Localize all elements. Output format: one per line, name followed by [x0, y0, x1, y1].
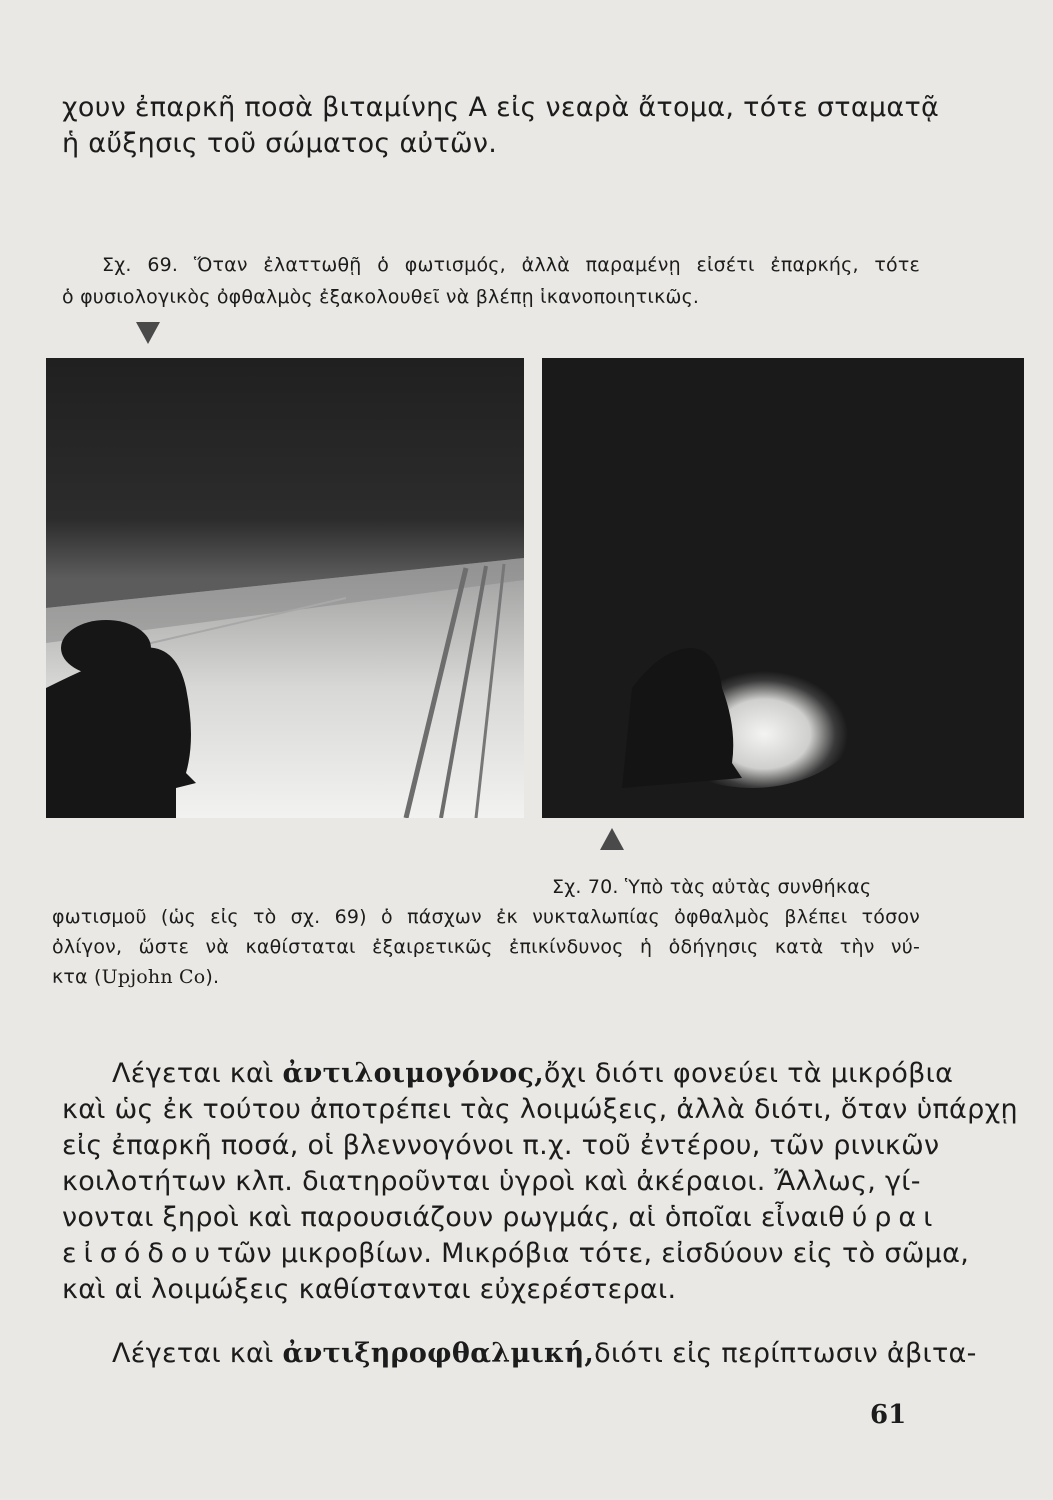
- para1-bold-term: ἀντιλοιμογόνος,: [282, 1058, 544, 1089]
- fig69-photo: [46, 358, 524, 818]
- night-road-normal-vision-image: [46, 358, 524, 818]
- fig70-caption-line-4: [52, 966, 219, 988]
- fig70-caption-part-a: κτα (: [52, 966, 102, 988]
- para1-l5-start: νονται ξηροὶ καὶ παρουσιάζουν ρωγμάς, αἱ ὁποῖαι εἶναι: [62, 1202, 829, 1233]
- fig70-caption-line-3: ὀλίγον, ὥστε νὰ καθίσταται ἐξαιρετικῶς ἐπικίνδυνος ἡ ὁδήγησις κατὰ τὴν νύ-: [52, 936, 920, 958]
- para1-line-2: καὶ ὡς ἐκ τούτου ἀποτρέπει τὰς λοιμώξεις, ἀλλὰ διότι, ὅταν ὑπάρχῃ: [62, 1094, 1018, 1125]
- para1-l1-start: Λέγεται καὶ: [112, 1058, 283, 1089]
- fig70-photo: [542, 358, 1024, 818]
- para1-line-5: [62, 1202, 940, 1233]
- para1-line-6: [62, 1238, 970, 1269]
- night-road-night-blindness-image: [542, 358, 1024, 818]
- up-triangle-icon: [600, 828, 624, 850]
- para2-line-1: [112, 1338, 977, 1369]
- para1-line-4: κοιλοτήτων κλπ. διατηροῦνται ὑγροὶ καὶ ἀκέραιοι. Ἄλλως, γί-: [62, 1166, 921, 1197]
- para1-l5-spaced: θύραι: [828, 1202, 940, 1233]
- fig70-caption-line-1: Σχ. 70. Ὑπὸ τὰς αὐτὰς συνθήκας: [552, 876, 872, 898]
- top-paragraph-line-2: ἡ αὔξησις τοῦ σώματος αὐτῶν.: [62, 128, 498, 159]
- para2-bold-term: ἀντιξηροφθαλμική,: [282, 1338, 595, 1369]
- down-triangle-icon: [136, 322, 160, 344]
- para2-start: Λέγεται καὶ: [112, 1338, 283, 1369]
- fig69-caption-line-2: ὁ φυσιολογικὸς ὀφθαλμὸς ἐξακολουθεῖ νὰ βλέπῃ ἱκανοποιητικῶς.: [62, 286, 700, 308]
- fig69-caption-line-1: Σχ. 69. Ὅταν ἐλαττωθῇ ὁ φωτισμός, ἀλλὰ παραμένῃ εἰσέτι ἐπαρκής, τότε: [102, 254, 920, 276]
- para1-l1-end: ὄχι διότι φονεύει τὰ μικρόβια: [543, 1058, 954, 1089]
- para1-l6-end: τῶν μικροβίων. Μικρόβια τότε, εἰσδύουν εἰς τὸ σῶμα,: [217, 1238, 970, 1269]
- para1-line-3: εἰς ἐπαρκῆ ποσά, οἱ βλεννογόνοι π.χ. τοῦ ἐντέρου, τῶν ρινικῶν: [62, 1130, 940, 1161]
- para1-line-7: καὶ αἱ λοιμώξεις καθίστανται εὐχερέστεραι.: [62, 1274, 677, 1305]
- fig70-caption-line-2: φωτισμοῦ (ὡς εἰς τὸ σχ. 69) ὁ πάσχων ἐκ νυκταλωπίας ὀφθαλμὸς βλέπει τόσον: [52, 906, 920, 928]
- fig70-credit: Upjohn Co: [101, 966, 206, 988]
- para1-line-1: [112, 1058, 954, 1089]
- page-number: 61: [870, 1400, 907, 1430]
- para1-l6-spaced: εἰσόδου: [62, 1238, 218, 1269]
- para2-end: διότι εἰς περίπτωσιν ἀβιτα-: [594, 1338, 977, 1369]
- top-paragraph-line-1: χουν ἐπαρκῆ ποσὰ βιταμίνης Α εἰς νεαρὰ ἄτομα, τότε σταματᾷ: [62, 92, 940, 123]
- fig70-caption-part-c: ).: [205, 966, 220, 988]
